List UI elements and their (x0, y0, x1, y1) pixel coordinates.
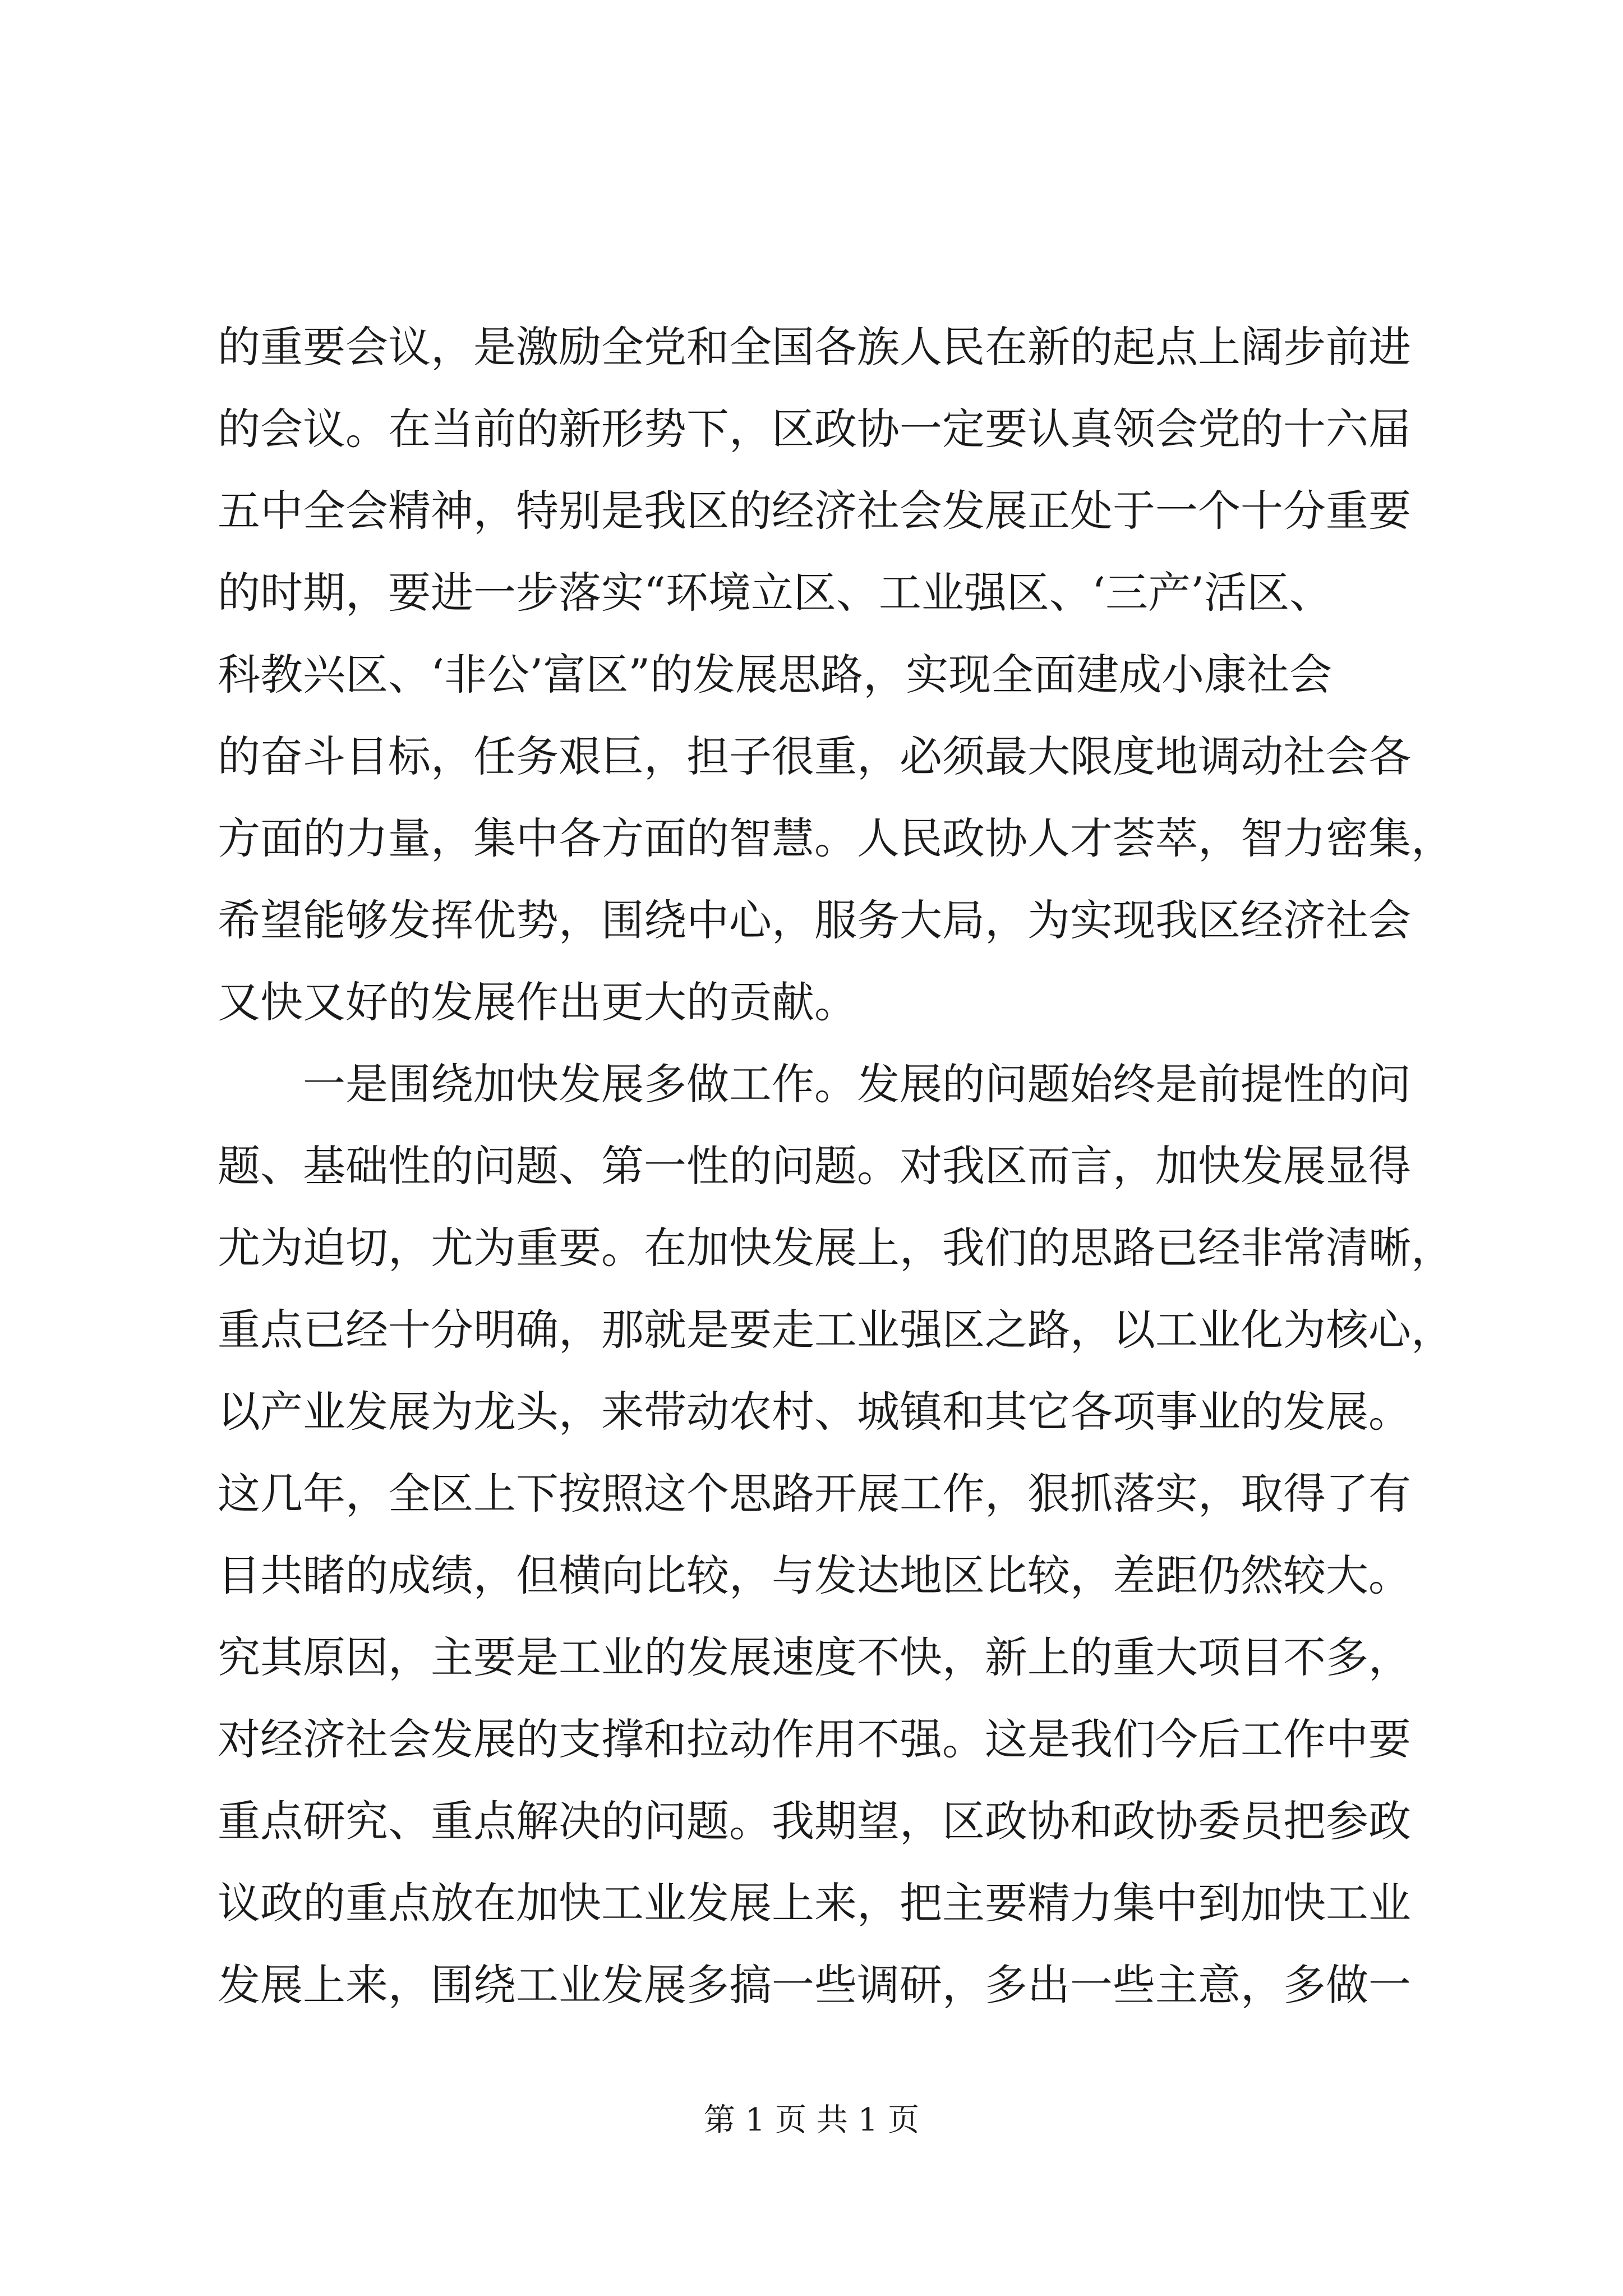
text-line: 又快又好的发展作出更大的贡献。 (218, 977, 857, 1027)
text-line: 议政的重点放在加快工业发展上来，把主要精力集中到加快工业 (218, 1878, 1411, 1928)
text-line: 的奋斗目标，任务艰巨，担子很重，必须最大限度地调动社会各 (218, 731, 1411, 781)
text-line: 一是围绕加快发展多做工作。发展的问题始终是前提性的问 (218, 1059, 1411, 1109)
text-line: 重点已经十分明确，那就是要走工业强区之路，以工业化为核心， (218, 1305, 1454, 1355)
text-line: 的时期，要进一步落实“环境立区、工业强区、‘三产’活区、 (218, 568, 1332, 618)
text-line: 五中全会精神，特别是我区的经济社会发展正处于一个十分重要 (218, 486, 1411, 536)
text-line: 目共睹的成绩，但横向比较，与发达地区比较，差距仍然较大。 (218, 1550, 1411, 1600)
text-line: 的会议。在当前的新形势下，区政协一定要认真领会党的十六届 (218, 404, 1411, 454)
text-line: 尤为迫切，尤为重要。在加快发展上，我们的思路已经非常清晰， (218, 1223, 1454, 1273)
text-line: 科教兴区、‘非公’富区”的发展思路，实现全面建成小康社会 (218, 650, 1332, 700)
text-line: 题、基础性的问题、第一性的问题。对我区而言，加快发展显得 (218, 1141, 1411, 1191)
text-line: 以产业发展为龙头，来带动农村、城镇和其它各项事业的发展。 (218, 1387, 1411, 1437)
text-line: 这几年，全区上下按照这个思路开展工作，狠抓落实，取得了有 (218, 1469, 1411, 1519)
text-line: 究其原因，主要是工业的发展速度不快，新上的重大项目不多， (218, 1632, 1411, 1682)
text-line: 希望能够发挥优势，围绕中心，服务大局，为实现我区经济社会 (218, 895, 1411, 945)
text-line: 发展上来，围绕工业发展多搞一些调研，多出一些主意，多做一 (218, 1960, 1411, 2010)
body-text (218, 306, 1454, 2026)
text-line: 方面的力量，集中各方面的智慧。人民政协人才荟萃，智力密集， (218, 813, 1454, 863)
page-number-footer: 第 1 页 共 1 页 (703, 2102, 920, 2138)
text-line: 重点研究、重点解决的问题。我期望，区政协和政协委员把参政 (218, 1796, 1411, 1846)
text-line: 对经济社会发展的支撑和拉动作用不强。这是我们今后工作中要 (218, 1714, 1411, 1764)
text-line: 的重要会议，是激励全党和全国各族人民在新的起点上阔步前进 (218, 322, 1411, 372)
